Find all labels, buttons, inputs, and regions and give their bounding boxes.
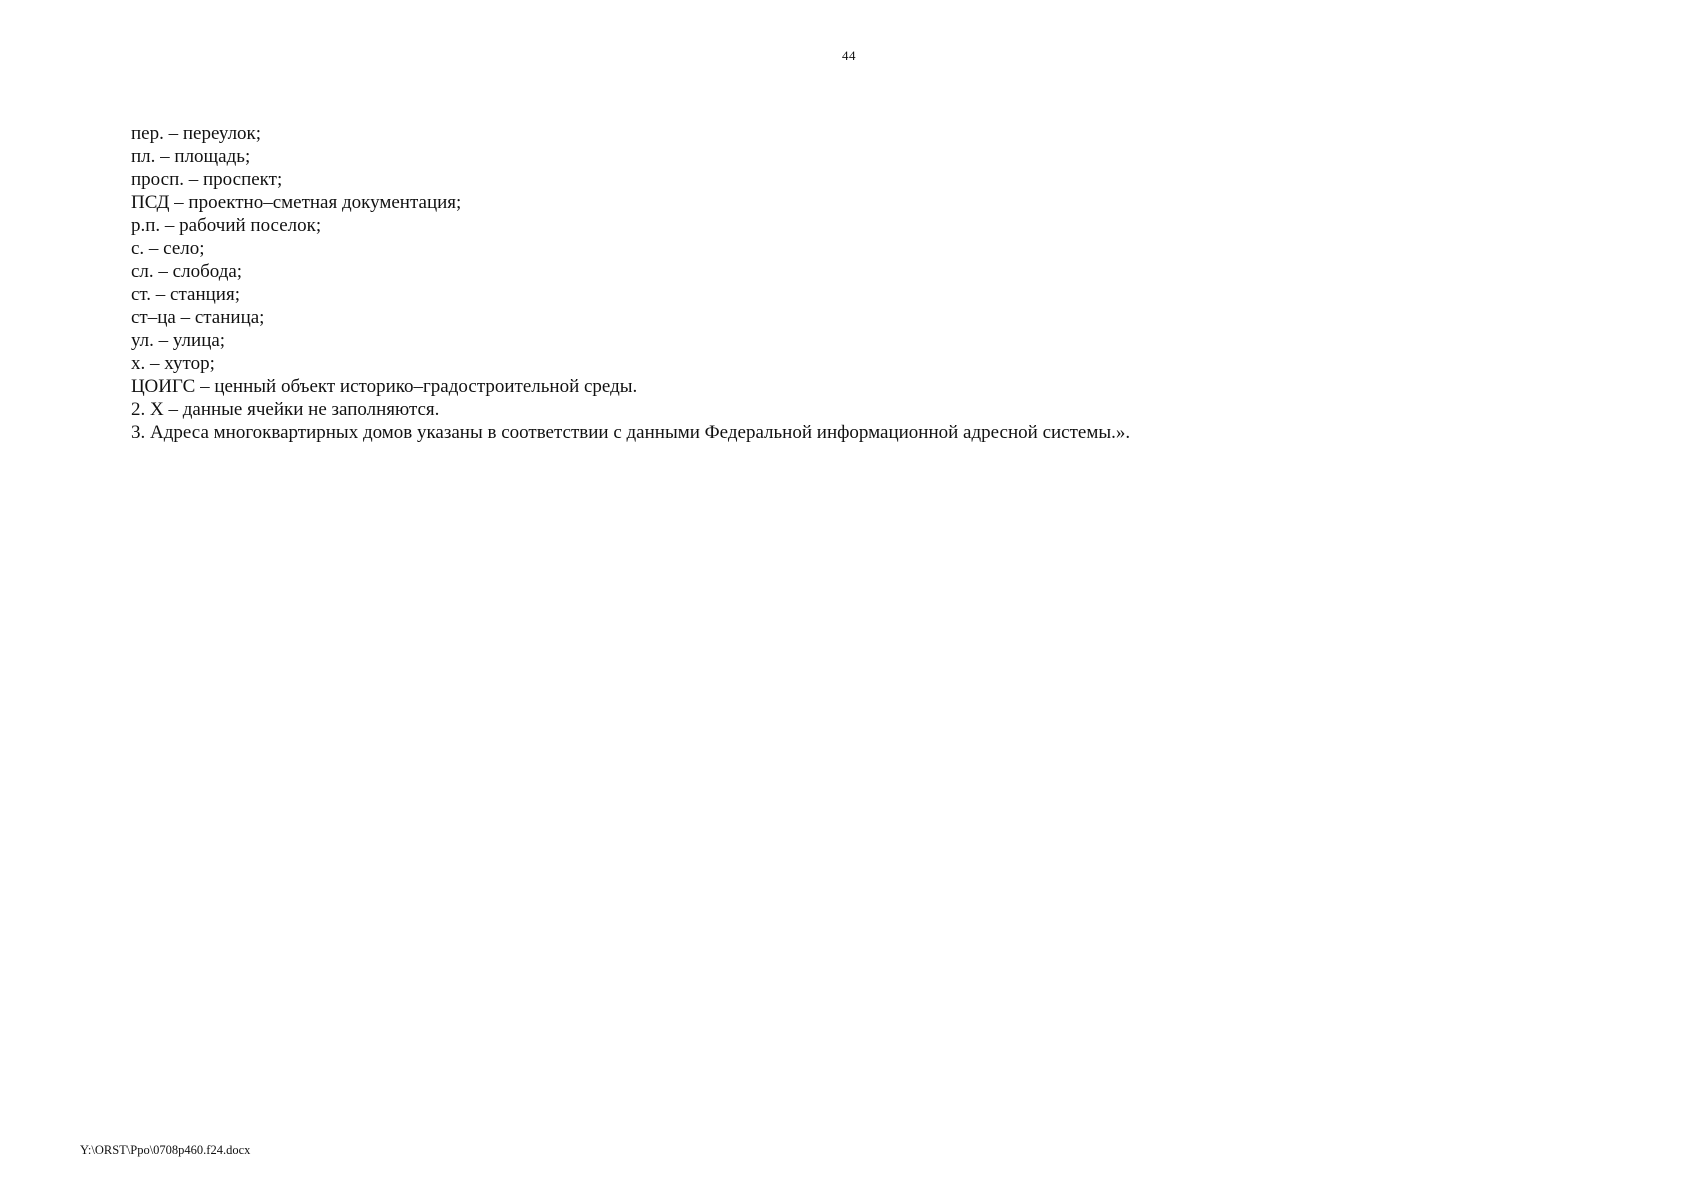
abbreviation-line: ЦОИГС – ценный объект историко–градостроительной среды. [131,376,638,397]
abbreviation-line: пер. – переулок; [131,123,262,144]
abbreviation-line: р.п. – рабочий поселок; [131,215,322,236]
abbreviation-line: пл. – площадь; [131,146,251,167]
note-line: 3. Адреса многоквартирных домов указаны в соответствии с данными Федеральной информационной адресной системы.». [131,422,1131,443]
note-line: 2. Х – данные ячейки не заполняются. [131,399,440,420]
abbreviation-line: с. – село; [131,238,205,259]
abbreviation-line: ст. – станция; [131,284,240,305]
page-number: 44 [842,48,856,63]
abbreviation-line: х. – хутор; [131,353,215,374]
abbreviation-line: ул. – улица; [131,330,226,351]
footer-file-path: Y:\ORST\Ppo\0708p460.f24.docx [80,1143,251,1157]
document-body [131,122,1581,444]
abbreviation-line: просп. – проспект; [131,169,283,190]
abbreviation-line: ПСД – проектно–сметная документация; [131,192,462,213]
abbreviation-line: ст–ца – станица; [131,307,265,328]
abbreviation-line: сл. – слобода; [131,261,243,282]
